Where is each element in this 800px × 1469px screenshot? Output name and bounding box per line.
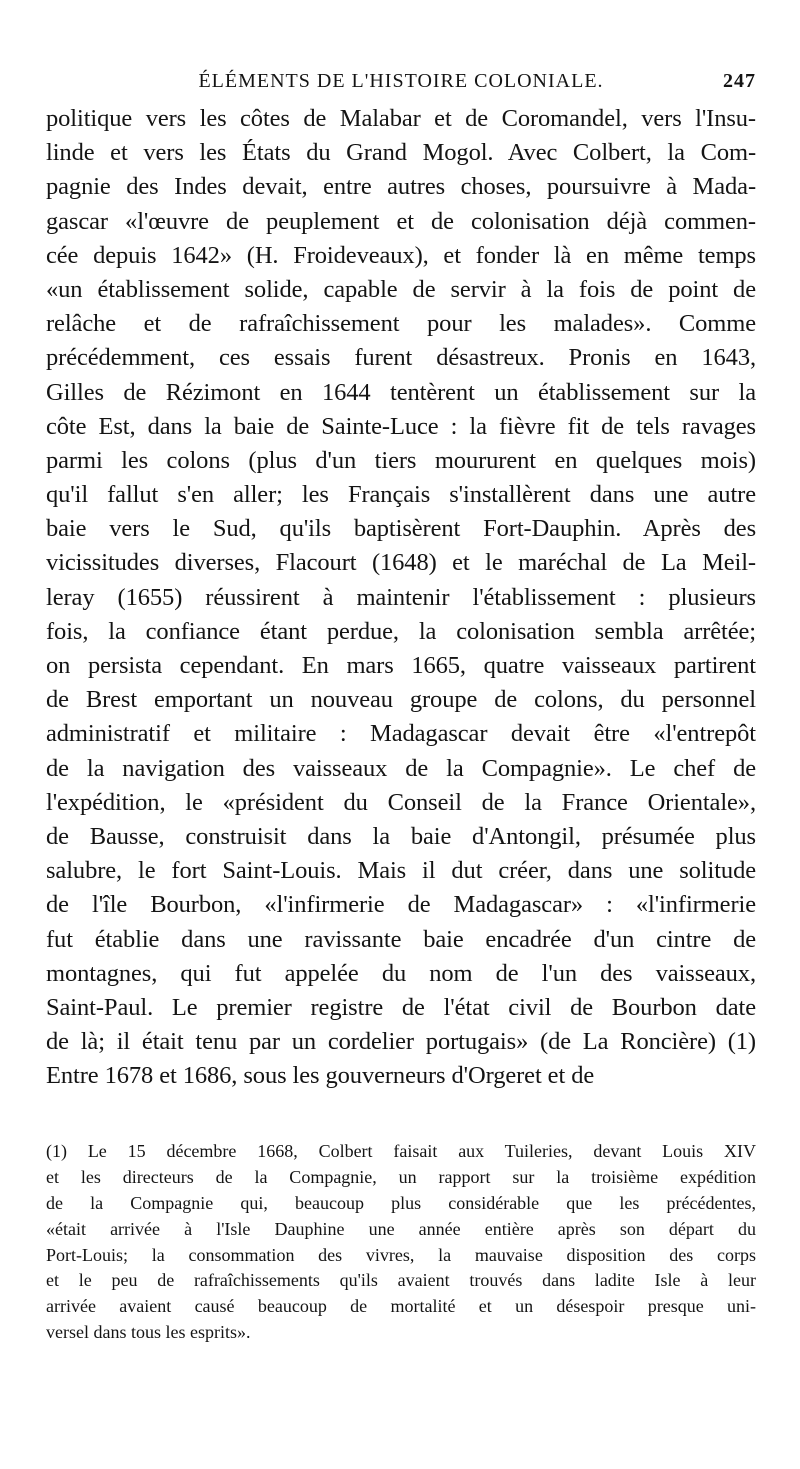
text-line: de la navigation des vaisseaux de la Compagnie». Le chef de [46,754,756,782]
text-line: on persista cependant. En mars 1665, quatre vaisseaux partirent [46,652,756,679]
footnote-line: et les directeurs de la Compagnie, un rapport sur la troisième expédition [46,1167,756,1188]
text-line: pagnie des Indes devait, entre autres choses, poursuivre à Mada- [46,173,756,201]
text-line: politique vers les côtes de Malabar et de Coromandel, vers l'Insu- [46,105,756,132]
footnote-line: «était arrivée à l'Isle Dauphine une année entière après son départ du [46,1218,756,1239]
text-line: côte Est, dans la baie de Sainte-Luce : la fièvre fit de tels ravages [46,412,756,440]
text-line: de l'île Bourbon, «l'infirmerie de Madagascar» : «l'infirmerie [46,891,756,919]
footnote-line: versel dans tous les esprits». [46,1322,251,1343]
text-line: vicissitudes diverses, Flacourt (1648) et le maréchal de La Meil- [46,549,756,577]
footnote-line: et le peu de rafraîchissements qu'ils avaient trouvés dans ladite Isle à leur [46,1270,756,1291]
text-line: «un établissement solide, capable de servir à la fois de point de [46,275,756,303]
text-line: l'expédition, le «président du Conseil de la France Orientale», [46,788,756,816]
text-line: baie vers le Sud, qu'ils baptisèrent Fort-Dauphin. Après des [46,515,756,543]
body-text [46,102,756,1093]
text-line: de Brest emportant un nouveau groupe de colons, du personnel [46,686,756,714]
text-line: cée depuis 1642» (H. Froideveaux), et fonder là en même temps [46,241,756,269]
text-line: gascar «l'œuvre de peuplement et de colonisation déjà commen- [46,207,756,235]
footnote-line: de la Compagnie qui, beaucoup plus considérable que les précédentes, [46,1193,756,1214]
text-line: linde et vers les États du Grand Mogol. Avec Colbert, la Com- [46,139,756,167]
text-line: relâche et de rafraîchissement pour les malades». Comme [46,310,756,338]
text-line: Saint-Paul. Le premier registre de l'état civil de Bourbon date [46,993,756,1021]
page-number: 247 [723,70,756,92]
running-head [46,60,756,100]
footnote-line: (1) Le 15 décembre 1668, Colbert faisait aux Tuileries, devant Louis XIV [46,1141,756,1162]
text-line: de Bausse, construisit dans la baie d'Antongil, présumée plus [46,822,756,850]
text-line: montagnes, qui fut appelée du nom de l'un des vaisseaux, [46,959,756,987]
text-line: fois, la confiance étant perdue, la colonisation sembla arrêtée; [46,617,756,645]
footnotes [46,1139,756,1345]
footnote-line: Port-Louis; la consommation des vivres, la mauvaise disposition des corps [46,1244,756,1265]
text-line: de là; il était tenu par un cordelier portugais» (de La Roncière) (1) [46,1028,756,1056]
text-line: salubre, le fort Saint-Louis. Mais il dut créer, dans une solitude [46,857,756,885]
text-line: administratif et militaire : Madagascar devait être «l'entrepôt [46,720,756,748]
text-line: leray (1655) réussirent à maintenir l'établissement : plusieurs [46,583,756,611]
footnote-line: arrivée avaient causé beaucoup de mortalité et un désespoir presque uni- [46,1296,756,1317]
text-line: Entre 1678 et 1686, sous les gouverneurs d'Orgeret et de [46,1062,595,1090]
text-line: Gilles de Rézimont en 1644 tentèrent un établissement sur la [46,378,756,406]
text-line: qu'il fallut s'en aller; les Français s'installèrent dans une autre [46,481,756,509]
text-line: précédemment, ces essais furent désastreux. Pronis en 1643, [46,344,756,372]
text-line: parmi les colons (plus d'un tiers moururent en quelques mois) [46,446,756,474]
text-line: fut établie dans une ravissante baie encadrée d'un cintre de [46,925,756,953]
book-page [46,60,756,1346]
running-title: ÉLÉMENTS DE L'HISTOIRE COLONIALE. [198,70,604,92]
